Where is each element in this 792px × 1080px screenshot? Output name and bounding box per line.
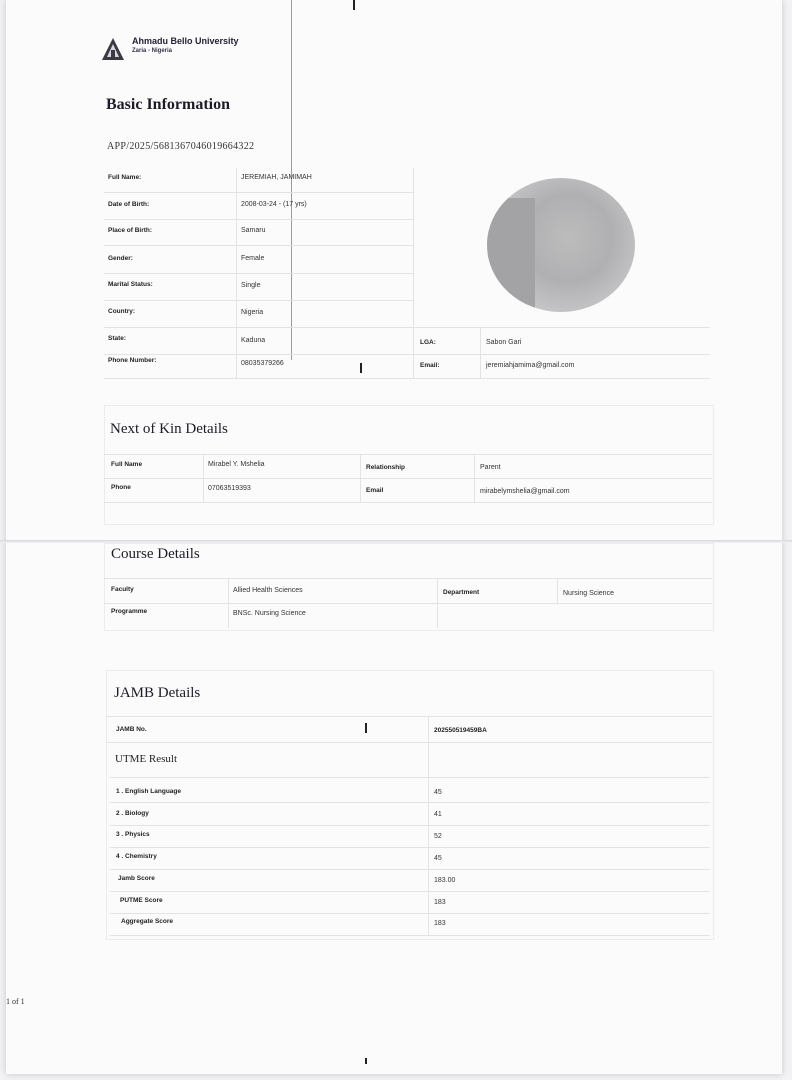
label-state: State: [108, 335, 127, 342]
row-divider [104, 245, 414, 246]
label-phone-number: Phone Number: [108, 357, 157, 364]
jamb-details-title: JAMB Details [114, 685, 201, 701]
utme-score: 183 [434, 920, 446, 927]
row-divider [104, 273, 414, 274]
label-date-of-birth: Date of Birth: [108, 201, 150, 208]
basic-info-title: Basic Information [106, 96, 230, 113]
row-divider [104, 354, 710, 355]
utme-subject: Aggregate Score [121, 918, 174, 925]
scan-mark [360, 363, 362, 373]
utme-subject: 3 . Physics [116, 831, 150, 838]
department-label: Department [443, 589, 480, 596]
kin-full-name-value: Mirabel Y. Mshelia [208, 461, 265, 468]
university-logo [100, 36, 239, 62]
row-divider [110, 913, 710, 914]
column-divider [557, 578, 558, 603]
utme-subject: Jamb Score [118, 875, 155, 882]
row-divider [110, 891, 710, 892]
row-divider [104, 300, 414, 301]
column-divider [474, 454, 475, 502]
value-country: Nigeria [241, 309, 264, 316]
row-divider [104, 578, 712, 579]
utme-result-title: UTME Result [115, 753, 178, 765]
scan-mark [353, 0, 355, 10]
page-number: 1 of 1 [6, 997, 25, 1006]
next-of-kin-title: Next of Kin Details [110, 421, 228, 437]
kin-relationship-label: Relationship [366, 464, 406, 471]
row-divider [104, 603, 712, 604]
row-divider [104, 327, 710, 328]
column-divider [480, 327, 481, 378]
scan-mark [365, 1058, 367, 1064]
label-country: Country: [108, 308, 136, 315]
column-divider [360, 454, 361, 502]
label-place-of-birth: Place of Birth: [108, 227, 153, 234]
value-full-name: JEREMIAH, JAMIMAH [241, 174, 312, 181]
utme-score: 183.00 [434, 877, 456, 884]
row-divider [104, 192, 414, 193]
programme-label: Programme [111, 608, 148, 615]
utme-score: 45 [434, 855, 442, 862]
jamb-no-value: 202550519459BA [434, 727, 487, 734]
label-gender: Gender: [108, 255, 133, 262]
kin-phone-label: Phone [111, 484, 131, 491]
kin-full-name-label: Full Name [111, 461, 143, 468]
label-full-name: Full Name: [108, 174, 142, 181]
kin-email-label: Email [366, 487, 384, 494]
passport-photo [487, 178, 635, 312]
value-state: Kaduna [241, 337, 266, 344]
row-divider [110, 777, 710, 778]
column-divider [413, 168, 414, 378]
column-divider [228, 578, 229, 628]
faculty-label: Faculty [111, 586, 134, 593]
label-lga: LGA: [420, 339, 436, 346]
utme-subject: 4 . Chemistry [116, 853, 157, 860]
value-lga: Sabon Gari [486, 339, 522, 346]
value-gender: Female [241, 255, 265, 262]
column-divider [236, 168, 237, 378]
university-crest-icon [100, 36, 126, 62]
row-divider [104, 219, 414, 220]
row-divider [104, 478, 712, 479]
value-phone-number: 08035379266 [241, 360, 284, 367]
utme-score: 52 [434, 833, 442, 840]
column-divider [428, 716, 429, 936]
faculty-value: Allied Health Sciences [233, 587, 303, 594]
utme-score: 45 [434, 789, 442, 796]
label-email: Email: [420, 362, 440, 369]
kin-phone-value: 07063519393 [208, 485, 251, 492]
kin-email-value: mirabelymshelia@gmail.com [480, 488, 570, 495]
value-date-of-birth: 2008-03-24 - (17 yrs) [241, 201, 307, 208]
row-divider [104, 502, 712, 503]
jamb-details-section [106, 670, 714, 940]
column-divider [203, 454, 204, 502]
utme-score: 41 [434, 811, 442, 818]
row-divider [106, 742, 712, 743]
row-divider [110, 935, 710, 936]
scan-mark [365, 723, 367, 733]
value-marital-status: Single [241, 282, 261, 289]
utme-subject: 1 . English Language [116, 788, 182, 795]
row-divider [104, 378, 710, 379]
institution-name: Ahmadu Bello University [132, 36, 239, 46]
utme-subject: PUTME Score [120, 897, 163, 904]
application-number: APP/2025/5681367046019664322 [107, 141, 255, 152]
value-place-of-birth: Samaru [241, 227, 266, 234]
row-divider [110, 847, 710, 848]
jamb-no-label: JAMB No. [116, 726, 147, 733]
utme-score: 183 [434, 899, 446, 906]
row-divider [110, 825, 710, 826]
column-divider [437, 578, 438, 628]
row-divider [110, 869, 710, 870]
course-details-title: Course Details [111, 546, 200, 562]
institution-location: Zaria - Nigeria [132, 48, 173, 54]
row-divider [104, 454, 712, 455]
row-divider [110, 802, 710, 803]
label-marital-status: Marital Status: [108, 281, 153, 288]
kin-relationship-value: Parent [480, 464, 501, 471]
row-divider [106, 716, 712, 717]
department-value: Nursing Science [563, 590, 614, 597]
value-email: jeremiahjamima@gmail.com [486, 362, 575, 369]
programme-value: BNSc. Nursing Science [233, 610, 306, 617]
utme-subject: 2 . Biology [116, 810, 149, 817]
